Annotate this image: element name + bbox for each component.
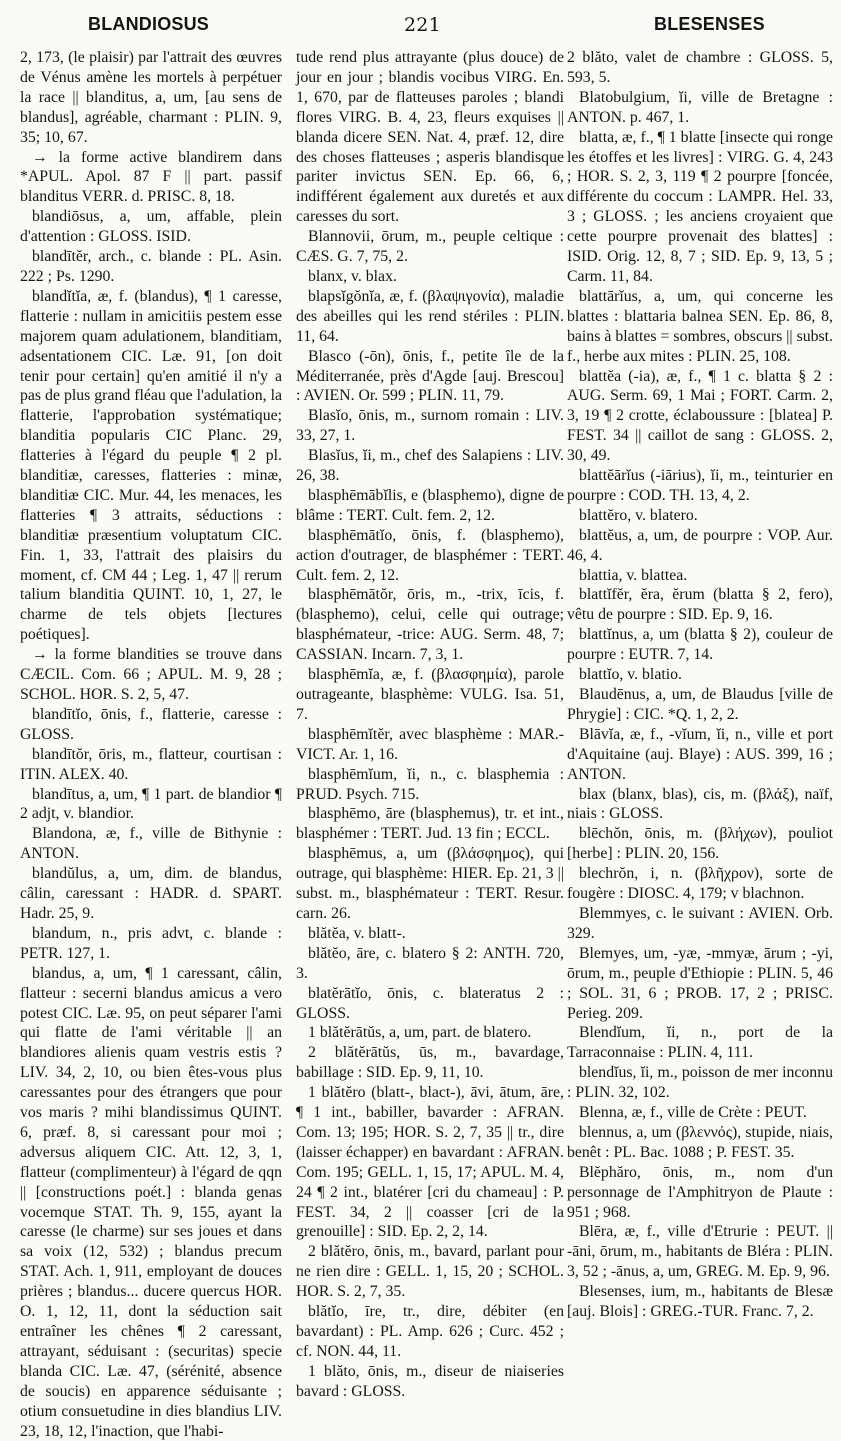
dictionary-entry: blasphēmĭtĕr, avec blasphème : MAR.-VICT. Ar. 1, 16. — [296, 725, 564, 763]
dictionary-entry: 2 blăto, valet de chambre : GLOSS. 5, 593, 5. — [567, 49, 833, 86]
dictionary-entry: 1 blătĕrātŭs, a, um, part. de blatero. — [308, 1024, 532, 1042]
dictionary-entry: Blasĭus, ĭi, m., chef des Salapiens : LIV. 26, 38. — [296, 447, 564, 485]
dictionary-entry: blandus, a, um, ¶ 1 caressant, câlin, flatteur : secerni blandus amicus a vero potest CIC. Læ. 95, on peut séparer l'ami qui flatte de l'ami véritable || an blandiores alienis quam vestris estis ? LIV. 34, 2, 10, ou bien êtes-vous plus caressantes pour des étrangers que pour vos maris ? mihi blandissimus QUINT. 6, præf. 8, si caressant pour moi ; adversus aliquem CIC. Att. 12, 3, 1, flatteur (complimenteur) à l'égard de qqn || [constructions poét.] : blanda genas vocemque STAT. Th. 9, 155, ayant la caresse (le charme) sur ses joues et dans sa voix (12, 532) ; blandus precum STAT. Ach. 1, 911, employant de douces prières ; blandus... ducere quercus HOR. O. 1, 12, 11, dont la séduction sait entraîner les chênes ¶ 2 caressant, attrayant, séduisant : (securitas) specie blanda CIC. Læ. 47, (sérénité, absence de soucis) en apparence séduisante ; otium consuetudine in dies blandius LIV. 23, 18, 12, l'inaction, que l'habi- — [20, 964, 282, 1440]
dictionary-entry: Blāvĭa, æ, f., -vĭum, ĭi, n., ville et port d'Aquitaine (auj. Blaye) : AUS. 399, 16 ; ANTON. — [567, 725, 833, 783]
header-first-word: BLANDIOSUS — [88, 14, 210, 34]
dictionary-entry: tude rend plus attrayante (plus douce) de jour en jour ; blandis vocibus VIRG. En. 1, 670, par de flatteuses paroles ; blandi flores VIRG. B. 4, 23, fleurs exquises || blanda dicere SEN. Nat. 4, præf. 12, dire des choses flatteuses ; asperis blandisque pariter invictus SEN. Ep. 66, 6, indifférent également aux duretés et aux caresses du sort. — [296, 49, 564, 226]
dictionary-entry: blennus, a, um (βλεννός), stupide, niais, benêt : PL. Bac. 1088 ; P. FEST. 35. — [567, 1123, 833, 1161]
dictionary-entry: Blannovii, ōrum, m., peuple celtique : CÆS. G. 7, 75, 2. — [296, 228, 564, 266]
dictionary-entry: → la forme active blandirem dans *APUL. Apol. 87 F || part. passif blanditus VERR. d. PRISC. 8, 18. — [20, 148, 282, 206]
dictionary-entry: Blasĭo, ōnis, m., surnom romain : LIV. 33, 27, 1. — [296, 407, 564, 445]
dictionary-entry: Blaudēnus, a, um, de Blaudus [ville de Phrygie] : CIC. *Q. 1, 2, 2. — [567, 686, 833, 723]
dictionary-entry: blătĕo, āre, c. blatero § 2: ANTH. 720, 3. — [296, 944, 564, 982]
dictionary-entry: blătĕa, v. blatt-. — [308, 924, 406, 942]
dictionary-entry: blasphēmĭum, ĭi, n., c. blasphemia : PRUD. Psych. 715. — [296, 765, 564, 803]
dictionary-entry: blandum, n., pris advt, c. blande : PETR. 127, 1. — [20, 924, 282, 962]
column-right — [567, 48, 833, 1353]
dictionary-entry: blandŭlus, a, um, dim. de blandus, câlin, caressant : HADR. d. SPART. Hadr. 25, 9. — [20, 865, 282, 922]
dictionary-entry: blēchŏn, ōnis, m. (βλήχων), pouliot [herbe] : PLIN. 20, 156. — [567, 825, 833, 863]
page-number: 221 — [404, 14, 441, 36]
dictionary-entry: blătĭo, īre, tr., dire, débiter (en bavardant) : PL. Amp. 626 ; Curc. 452 ; cf. NON. 44, 11. — [296, 1303, 564, 1360]
dictionary-entry: blattia, v. blattea. — [579, 566, 688, 584]
dictionary-entry: blechrŏn, i, n. (βλῆχρον), sorte de fougère : DIOSC. 4, 179; v blachnon. — [567, 865, 833, 903]
dictionary-entry: blandītus, a, um, ¶ 1 part. de blandior ¶ 2 adjt, v. blandior. — [20, 785, 282, 823]
dictionary-entry: blattĭnus, a, um (blatta § 2), couleur de pourpre : EUTR. 7, 14. — [567, 626, 833, 664]
dictionary-entry: 1 blăto, ōnis, m., diseur de niaiseries bavard : GLOSS. — [296, 1362, 564, 1400]
dictionary-entry: blanx, v. blax. — [308, 267, 397, 285]
dictionary-entry: blandiōsus, a, um, affable, plein d'attention : GLOSS. ISID. — [20, 208, 282, 246]
dictionary-entry: blattĕārĭus (-iārius), ĭi, m., teinturier en pourpre : COD. TH. 13, 4, 2. — [567, 467, 833, 504]
dictionary-entry: blasphēmus, a, um (βλάσφημος), qui outrage, qui blasphème: HIER. Ep. 21, 3 || subst. m., blasphémateur : TERT. Resur. carn. 26. — [296, 845, 564, 922]
dictionary-entry: blasphēmātĭo, ōnis, f. (blasphemo), action d'outrager, de blasphémer : TERT. Cult. fem. 2, 12. — [296, 526, 564, 584]
dictionary-entry: blax (blanx, blas), cis, m. (βλάξ), naïf, niais : GLOSS. — [567, 785, 833, 823]
dictionary-entry: blatĕrātĭo, ōnis, c. blateratus 2 : GLOSS. — [296, 984, 564, 1022]
dictionary-entry: blattĕus, a, um, de pourpre : VOP. Aur. 46, 4. — [567, 526, 833, 564]
dictionary-entry: Blatobulgium, ĭi, ville de Bretagne : ANTON. p. 467, 1. — [567, 88, 833, 126]
dictionary-entry: Blenna, æ, f., ville de Crète : PEUT. — [579, 1104, 807, 1122]
dictionary-entry: Blesenses, ium, m., habitants de Blesæ [auj. Blois] : GREG.-TUR. Franc. 7, 2. — [567, 1283, 833, 1321]
column-left — [20, 48, 282, 1440]
dictionary-entry: blasphēmābĭlis, e (blasphemo), digne de blâme : TERT. Cult. fem. 2, 12. — [296, 486, 564, 524]
running-header — [0, 14, 841, 46]
dictionary-entry: blasphēmātŏr, ōris, m., -trix, īcis, f. (blasphemo), celui, celle qui outrage; blasphémateur, -trice: AUG. Serm. 48, 7; CASSIAN. Incarn. 7, 3, 1. — [296, 586, 564, 664]
dictionary-entry: → la forme blandities se trouve dans CÆCIL. Com. 66 ; APUL. M. 9, 28 ; SCHOL. HOR. S. 2, 5, 47. — [20, 646, 282, 703]
dictionary-entry: blandĭtĭa, æ, f. (blandus), ¶ 1 caresse, flatterie : nullam in amicitiis pestem esse majorem quam adulationem, blanditiam, adsentationem CIC. Læ. 91, [on doit tenir pour certain] qu'en amitié il n'y a pas de plus grand fléau que l'adulation, la flatterie, l'approbation systématique; blanditia popularis CIC Planc. 29, flatteries à l'égard du peuple ¶ 2 pl. blanditiæ, caresses, flatteries : minæ, blanditiæ CIC. Mur. 44, les menaces, les flatteries ¶ 3 attraits, séductions : blanditiæ præsentium voluptatum CIC. Fin. 1, 33, l'attrait des plaisirs du moment, cf. CM 44 ; Leg. 1, 47 || rerum talium blanditia QUINT. 10, 1, 27, le charme de tels objets [lectures poétiques]. — [20, 287, 282, 644]
dictionary-entry: blapsĭgŏnĭa, æ, f. (βλαψιγονία), maladie des abeilles qui les rend stériles : PLIN. 11, 64. — [296, 287, 564, 345]
dictionary-entry: blattĕa (-ia), æ, f., ¶ 1 c. blatta § 2 : AUG. Serm. 69, 1 Mai ; FORT. Carm. 2, 3, 19 ¶ 2 crotte, éclaboussure : [blatea] P. FEST. 34 || caillot de sang : GLOSS. 2, 30, 49. — [567, 367, 833, 465]
column-middle — [296, 48, 564, 1400]
dictionary-entry: Blemmyes, c. le suivant : AVIEN. Orb. 329. — [567, 904, 833, 942]
dictionary-entry: Blandona, æ, f., ville de Bithynie : ANTON. — [20, 825, 282, 863]
dictionary-entry: Blasco (-ōn), ōnis, f., petite île de la Méditerranée, près d'Agde [auj. Brescou] : AVIEN. Or. 599 ; PLIN. 11, 79. — [296, 347, 564, 405]
header-last-word: BLESENSES — [654, 14, 765, 34]
dictionary-entry: Blĕphăro, ōnis, m., nom d'un personnage de l'Amphitryon de Plaute : 951 ; 968. — [567, 1163, 833, 1221]
dictionary-entry: blattĭfĕr, ĕra, ĕrum (blatta § 2, fero), vêtu de pourpre : SID. Ep. 9, 16. — [567, 586, 833, 624]
dictionary-entry: blattĭo, v. blatio. — [579, 666, 682, 684]
dictionary-entry: blendĭus, ĭi, m., poisson de mer inconnu : PLIN. 32, 102. — [567, 1064, 833, 1102]
dictionary-entry: 1 blătĕro (blatt-, blact-), āvi, ātum, āre, ¶ 1 int., babiller, bavarder : AFRAN. Com. 13; 195; HOR. S. 2, 7, 35 || tr., dire (laisser échapper) en bavardant : AFRAN. Com. 195; GELL. 1, 15, 17; APUL. M. 4, 24 ¶ 2 int., blatérer [cri du chameau] : P. FEST. 34, 2 || coasser [cri de la grenouille] : SID. Ep. 2, 2, 14. — [296, 1084, 564, 1241]
dictionary-entry: blandītŏr, ōris, m., flatteur, courtisan : ITIN. ALEX. 40. — [20, 745, 282, 783]
dictionary-entry: Blemyes, um, -yæ, -mmyæ, ārum ; -yi, ōrum, m., peuple d'Ethiopie : PLIN. 5, 46 ; SOL. 31, 6 ; PROB. 17, 2 ; PRISC. Perieg. 209. — [567, 944, 833, 1022]
dictionary-entry: blasphēmĭa, æ, f. (βλασφημία), parole outrageante, blasphème: VULG. Isa. 51, 7. — [296, 666, 564, 723]
dictionary-entry: blandītĕr, arch., c. blande : PL. Asin. 222 ; Ps. 1290. — [20, 248, 282, 285]
dictionary-entry: blatta, æ, f., ¶ 1 blatte [insecte qui ronge les étoffes et les livres] : VIRG. G. 4, 243 ; HOR. S. 2, 3, 119 ¶ 2 pourpre [foncée, différente du coccum : LAMPR. Hel. 33, 3 ; GLOSS. ; les anciens croyaient que cette pourpre provenait des blattes] : ISID. Orig. 12, 8, 7 ; SID. Ep. 9, 13, 5 ; Carm. 11, 84. — [567, 128, 833, 285]
dictionary-entry: blattārĭus, a, um, qui concerne les blattes : blattaria balnea SEN. Ep. 86, 8, bains à blattes = sombres, obscurs || subst. f., herbe aux mites : PLIN. 25, 108. — [567, 287, 833, 365]
dictionary-entry: Blēra, æ, f., ville d'Etrurie : PEUT. || -āni, ōrum, m., habitants de Bléra : PLIN. 3, 52 ; -ānus, a, um, GREG. M. Ep. 9, 96. — [567, 1223, 833, 1281]
dictionary-entry: blandītĭo, ōnis, f., flatterie, caresse : GLOSS. — [20, 705, 282, 743]
dictionary-entry: blattĕro, v. blatero. — [579, 506, 698, 524]
dictionary-entry: 2 blătĕrātŭs, ūs, m., bavardage, babillage : SID. Ep. 9, 11, 10. — [296, 1044, 564, 1082]
dictionary-entry: blasphēmo, āre (blasphemus), tr. et int., blasphémer : TERT. Jud. 13 fin ; ECCL. — [296, 805, 564, 843]
dictionary-entry: 2 blătĕro, ōnis, m., bavard, parlant pour ne rien dire : GELL. 1, 15, 20 ; SCHOL. HOR. S. 2, 7, 35. — [296, 1243, 564, 1301]
dictionary-entry: Blendĭum, ĭi, n., port de la Tarraconnaise : PLIN. 4, 111. — [567, 1024, 833, 1062]
dictionary-entry: 2, 173, (le plaisir) par l'attrait des œuvres de Vénus amène les mortels à perpétuer la race || blanditus, a, um, [au sens de blandus], agréable, charmant : PLIN. 9, 35; 10, 67. — [20, 49, 282, 146]
